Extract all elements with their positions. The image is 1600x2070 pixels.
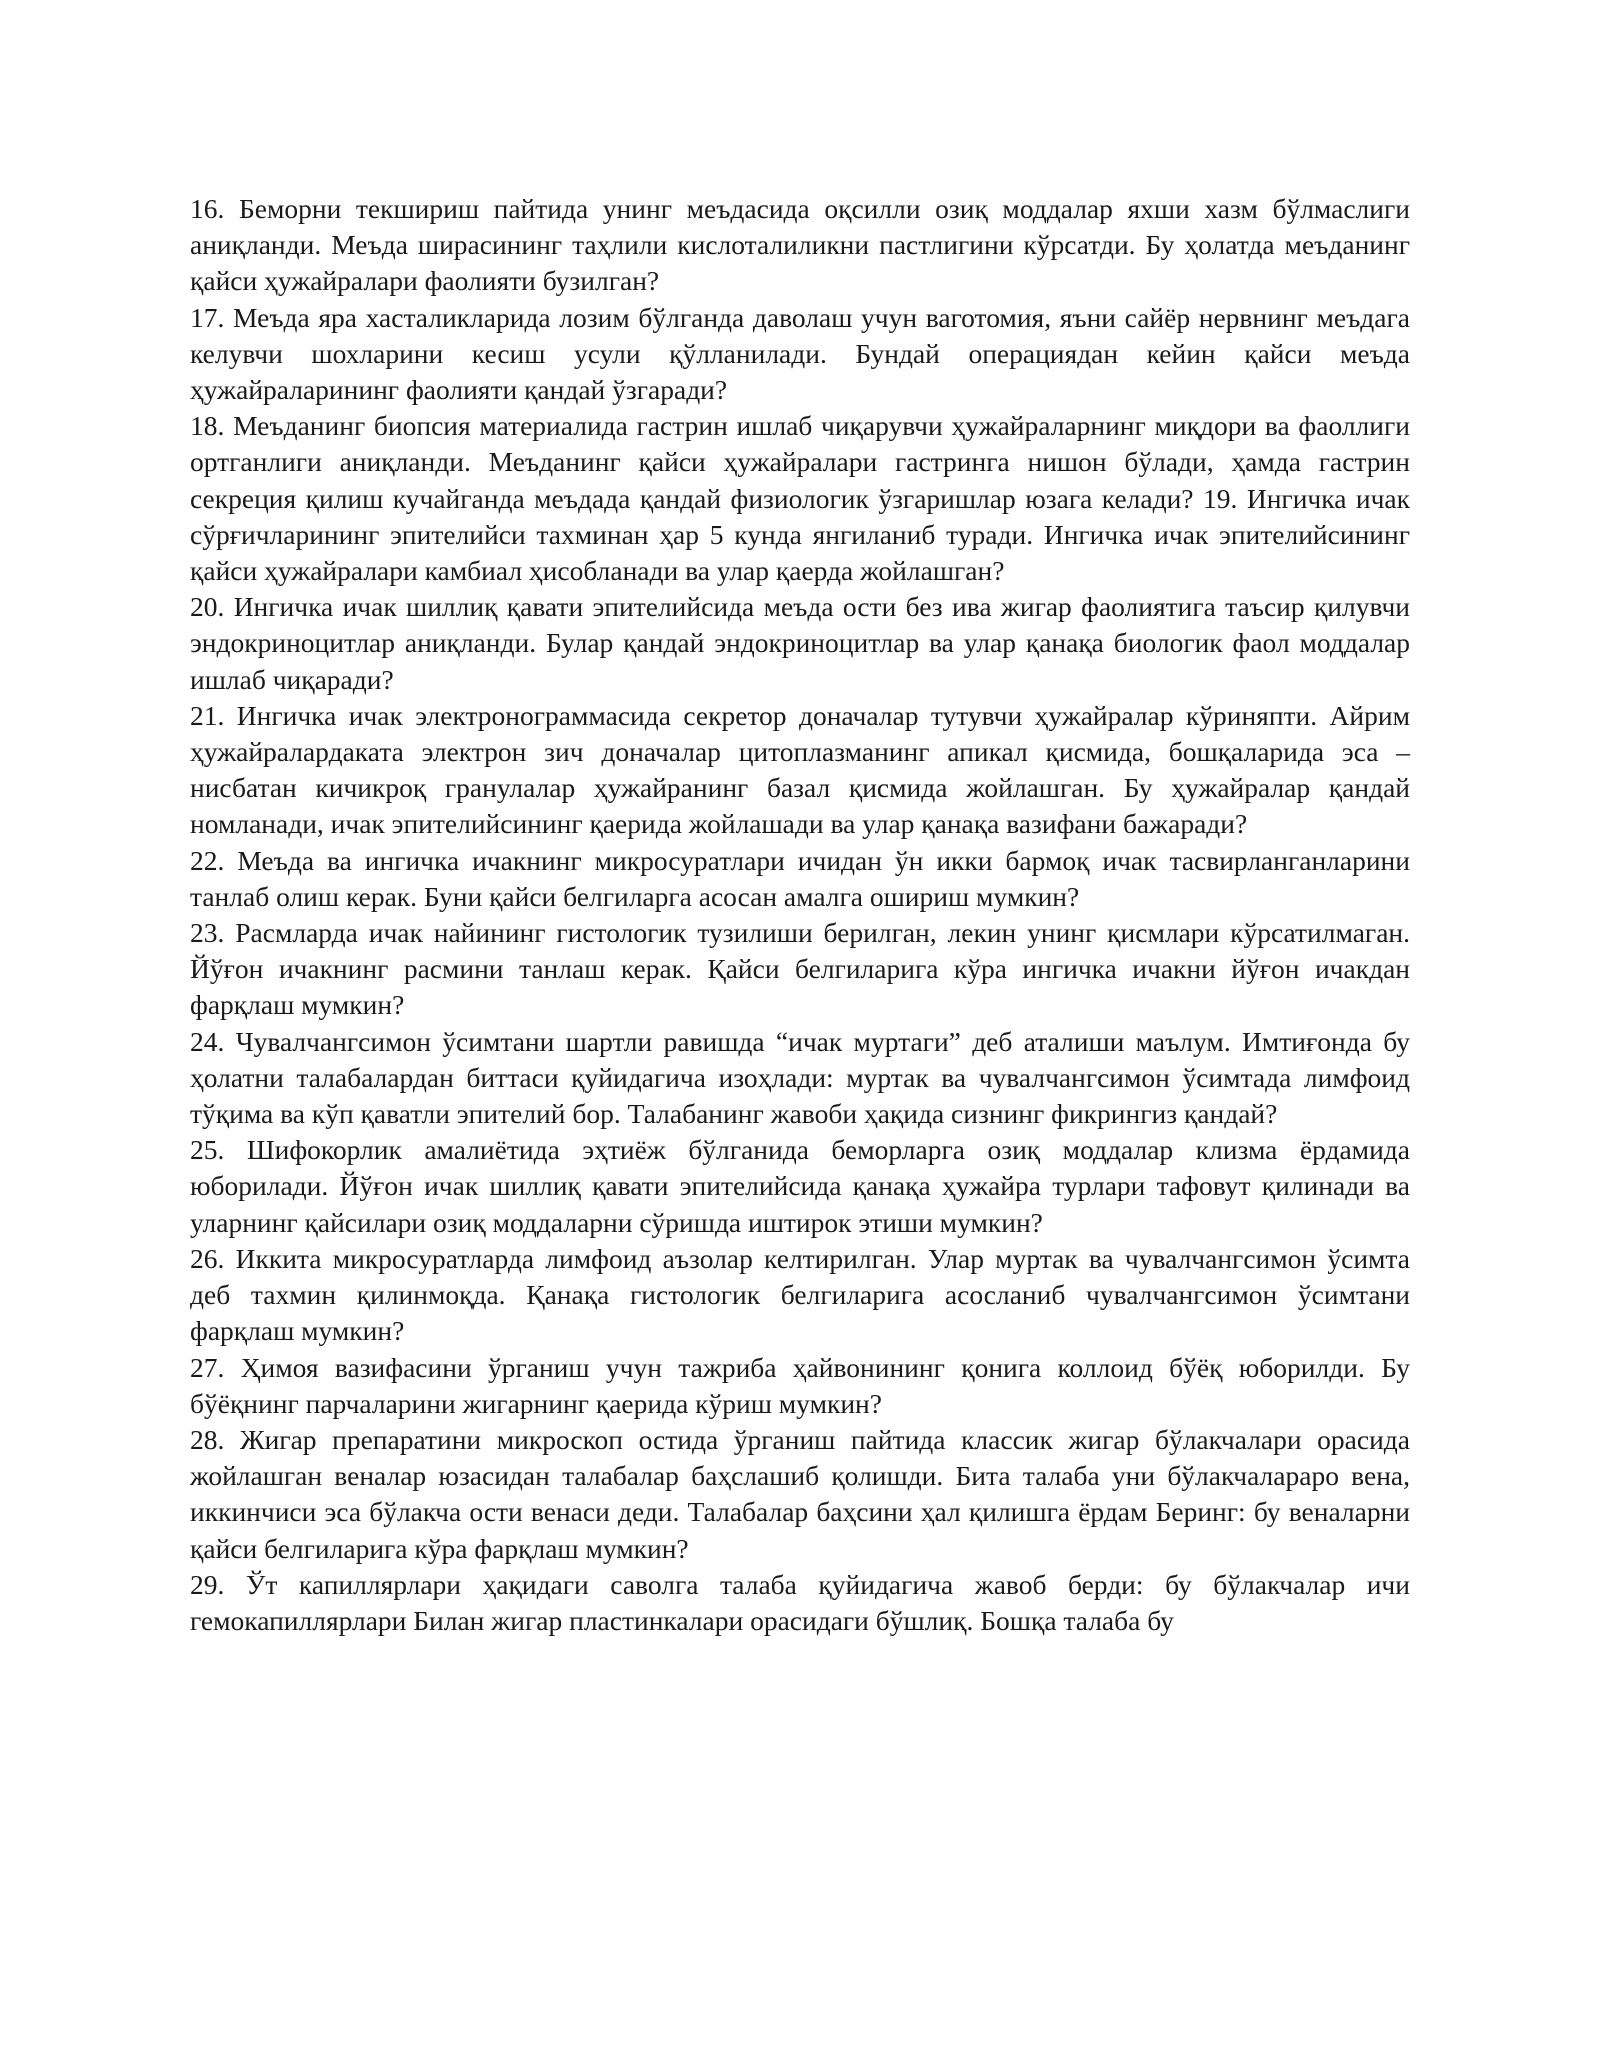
question-28: 28. Жигар препаратини микроскоп остида ўрганиш пайтида классик жигар бўлакчалари орасида жойлашган веналар юзасидан талабалар баҳслашиб қолишди. Бита талаба уни бўлакчалараро вена, иккинчиси эса бўлакча ости венаси деди. Талабалар баҳсини ҳал қилишга ёрдам Беринг: бу веналарни қайси белгиларига кўра фарқлаш мумкин? <box>190 1423 1410 1564</box>
question-29: 29. Ўт капиллярлари ҳақидаги саволга талаба қуйидагича жавоб берди: бу бўлакчалар ичи гемокапиллярлари Билан жигар пластинкалари орасидаги бўшлиқ. Бошқа талаба бу <box>190 1568 1410 1636</box>
question-23: 23. Расмларда ичак найининг гистологик тузилиши берилган, лекин унинг қисмлари кўрсатилмаган. Йўғон ичакнинг расмини танлаш керак. Қайси белгиларига кўра ингичка ичакни йўғон ичакдан фарқлаш мумкин? <box>190 917 1410 1021</box>
question-27: 27. Ҳимоя вазифасини ўрганиш учун тажриба ҳайвонининг қонига коллоид бўёқ юборилди. Бу бўёқнинг парчаларини жигарнинг қаерида кўриш мумкин? <box>190 1351 1410 1419</box>
question-26: 26. Иккита микросуратларда лимфоид аъзолар келтирилган. Улар муртак ва чувалчангсимон ўсимта деб тахмин қилинмоқда. Қанақа гистологик белгиларига асосланиб чувалчангсимон ўсимтани фарқлаш мумкин? <box>190 1242 1410 1347</box>
document-page <box>190 191 1410 1639</box>
question-22: 22. Меъда ва ингичка ичакнинг микросуратлари ичидан ўн икки бармоқ ичак тасвирланганларини танлаб олиш керак. Буни қайси белгиларга асосан амалга ошириш мумкин? <box>190 844 1410 912</box>
question-21: 21. Ингичка ичак электронограммасида секретор доначалар тутувчи ҳужайралар кўриняпти. Айрим ҳужайралардаката электрон зич доначалар цитоплазманинг апикал қисмида, бошқаларида эса – нисбатан кичикроқ гранулалар ҳужайранинг базал қисмида жойлашган. Бу ҳужайралар қандай номланади, ичак эпителийсининг қаерида жойлашади ва улар қанақа вазифани бажаради? <box>190 699 1410 840</box>
question-25: 25. Шифокорлик амалиётида эҳтиёж бўлганида беморларга озиқ моддалар клизма ёрдамида юборилади. Йўғон ичак шиллиқ қавати эпителийсида қанақа ҳужайра турлари тафовут қилинади ва уларнинг қайсилари озиқ моддаларни сўришда иштирок этиши мумкин? <box>190 1134 1410 1238</box>
question-18-19: 18. Меъданинг биопсия материалида гастрин ишлаб чиқарувчи ҳужайраларнинг миқдори ва фаоллиги ортганлиги аниқланди. Меъданинг қайси ҳужайралари гастринга нишон бўлади, ҳамда гастрин секреция қилиш кучайганда меъдада қандай физиологик ўзгаришлар юзага келади? 19. Ингичка ичак сўрғичларининг эпителийси тахминан ҳар 5 кунда янгиланиб туради. Ингичка ичак эпителийсининг қайси ҳужайралари камбиал ҳисобланади ва улар қаерда жойлашган? <box>190 410 1410 587</box>
question-24: 24. Чувалчангсимон ўсимтани шартли равишда “ичак муртаги” деб аталиши маълум. Имтиғонда бу ҳолатни талабалардан биттаси қуйидагича изоҳлади: муртак ва чувалчангсимон ўсимтада лимфоид тўқима ва кўп қаватли эпителий бор. Талабанинг жавоби ҳақида сизнинг фикрингиз қандай? <box>190 1025 1410 1130</box>
question-16: 16. Беморни текшириш пайтида унинг меъдасида оқсилли озиқ моддалар яхши хазм бўлмаслиги аниқланди. Меъда ширасининг таҳлили кислоталиликни пастлигини кўрсатди. Бу ҳолатда меъданинг қайси ҳужайралари фаолияти бузилган? <box>190 193 1410 297</box>
question-20: 20. Ингичка ичак шиллиқ қавати эпителийсида меъда ости без ива жигар фаолиятига таъсир қилувчи эндокриноцитлар аниқланди. Булар қандай эндокриноцитлар ва улар қанақа биологик фаол моддалар ишлаб чиқаради? <box>190 591 1410 695</box>
question-17: 17. Меъда яра хасталикларида лозим бўлганда даволаш учун ваготомия, яъни сайёр нервнинг меъдага келувчи шохларини кесиш усули қўлланилади. Бундай операциядан кейин қайси меъда ҳужайраларининг фаолияти қандай ўзгаради? <box>190 301 1410 406</box>
